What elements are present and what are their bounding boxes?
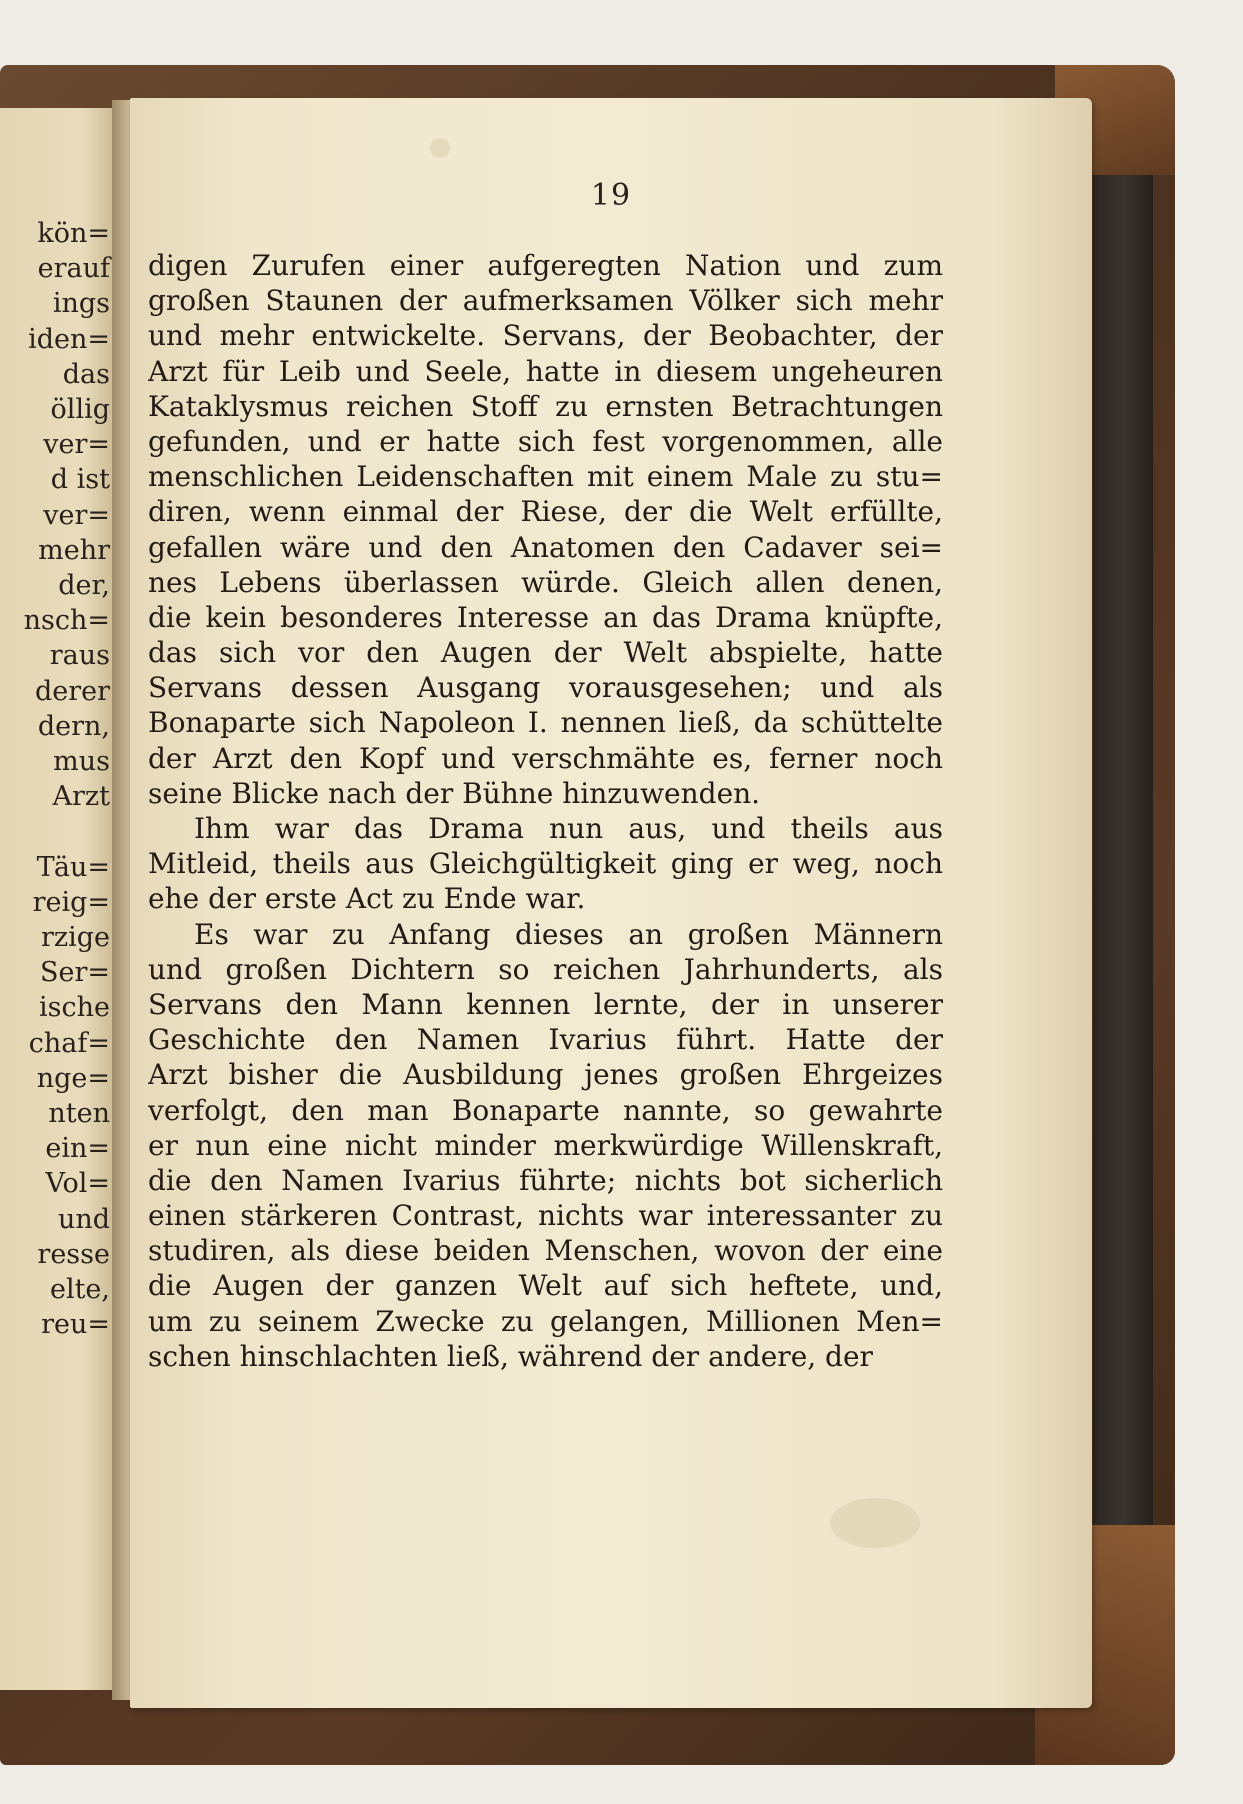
left-page-line-fragment: nten: [48, 1098, 110, 1129]
text-line: und großen Dichtern so reichen Jahrhunderts, als: [148, 952, 943, 986]
left-page-line-fragment: das: [62, 358, 110, 390]
text-line: schen hinschlachten ließ, während der andere, der: [148, 1339, 873, 1373]
text-line: das sich vor den Augen der Welt abspielte, hatte: [148, 636, 943, 670]
left-page-line-fragment: nsch=: [23, 605, 110, 637]
text-line: Geschichte den Namen Ivarius führt. Hatte der: [148, 1023, 943, 1057]
text-line: er nun eine nicht minder merkwürdige Willenskraft,: [148, 1128, 943, 1162]
text-line: diren, wenn einmal der Riese, der die Welt erfüllte,: [148, 495, 943, 529]
left-page-line-fragment: mus: [53, 746, 110, 777]
text-line: Arzt für Leib und Seele, hatte in diesem ungeheuren: [148, 354, 943, 388]
text-line: einen stärkeren Contrast, nichts war interessanter zu: [148, 1199, 943, 1233]
text-line: die Augen der ganzen Welt auf sich heftete, und,: [148, 1269, 943, 1303]
text-line: die den Namen Ivarius führte; nichts bot sicherlich: [148, 1163, 943, 1197]
text-line: Servans dessen Ausgang vorausgesehen; und als: [148, 671, 943, 705]
left-page-line-fragment: erauf: [37, 253, 110, 285]
left-page-line-fragment: ings: [52, 288, 110, 320]
cover-cloth-spine: [1093, 135, 1153, 1655]
text-line: Kataklysmus reichen Stoff zu ernsten Betrachtungen: [148, 389, 943, 423]
text-line: Es war zu Anfang dieses an großen Männern: [194, 917, 943, 951]
left-page-line-fragment: ische: [39, 992, 110, 1024]
left-page-line-fragment: ver=: [43, 429, 110, 461]
left-page-line-fragment: rzige: [40, 922, 110, 953]
left-page-line-fragment: ver=: [43, 499, 110, 531]
left-page-line-fragment: resse: [37, 1238, 110, 1270]
text-line: der Arzt den Kopf und verschmähte es, ferner noch: [148, 741, 943, 775]
left-page-line-fragment: chaf=: [28, 1027, 110, 1059]
text-line: Arzt bisher die Ausbildung jenes großen Ehrgeizes: [148, 1058, 943, 1092]
left-page-line-fragment: und: [57, 1203, 110, 1235]
left-page-line-fragment: dern,: [37, 710, 110, 742]
text-line: Servans den Mann kennen lernte, der in unserer: [148, 987, 943, 1021]
text-line: digen Zurufen einer aufgeregten Nation und zum: [148, 249, 943, 282]
left-page-line-fragment: ein=: [45, 1133, 110, 1165]
left-page-line-fragment: der,: [58, 570, 110, 601]
text-line: Mitleid, theils aus Gleichgültigkeit ging er weg, noch: [148, 847, 943, 881]
text-line: die kein besonderes Interesse an das Drama knüpfte,: [148, 600, 943, 634]
left-page-line-fragment: Täu=: [36, 851, 110, 883]
text-line: gefunden, und er hatte sich fest vorgenommen, alle: [148, 424, 943, 458]
left-page-line-fragment: d ist: [50, 464, 110, 496]
text-line: seine Blicke nach der Bühne hinzuwenden.: [148, 776, 761, 810]
left-page-line-fragment: mehr: [38, 534, 110, 566]
left-page-line-fragment: nge=: [36, 1062, 110, 1094]
text-line: menschlichen Leidenschaften mit einem Male zu stu=: [148, 460, 943, 494]
left-page-line-fragment: reig=: [32, 886, 110, 918]
left-page-line-fragment: reu=: [41, 1309, 110, 1341]
text-line: und mehr entwickelte. Servans, der Beobachter, der: [148, 319, 943, 353]
left-page-line-fragment: elte,: [49, 1274, 110, 1305]
text-line: gefallen wäre und den Anatomen den Cadaver sei=: [148, 530, 943, 564]
left-page-line-fragment: raus: [49, 640, 110, 672]
page-text: [148, 248, 943, 1374]
text-line: ehe der erste Act zu Ende war.: [148, 882, 586, 916]
text-line: um zu seinem Zwecke zu gelangen, Millionen Men=: [148, 1304, 943, 1338]
paper-stain: [830, 1498, 920, 1548]
text-line: verfolgt, den man Bonaparte nannte, so gewahrte: [148, 1093, 943, 1127]
left-page-line-fragment: öllig: [50, 394, 110, 425]
text-line: großen Staunen der aufmerksamen Völker sich mehr: [148, 284, 943, 318]
left-page-line-fragment: iden=: [28, 323, 110, 355]
page-number: 19: [590, 178, 632, 213]
left-page-line-fragment: kön=: [37, 218, 110, 249]
left-page-line-fragment: derer: [34, 675, 110, 707]
left-page-line-fragment: Arzt: [52, 781, 110, 813]
paper-stain: [430, 138, 450, 158]
text-line: studiren, als diese beiden Menschen, wovon der eine: [148, 1234, 943, 1268]
left-page-line-fragment: Vol=: [45, 1168, 110, 1200]
right-page: [130, 98, 1092, 1708]
text-line: Ihm war das Drama nun aus, und theils aus: [194, 812, 943, 845]
left-page-line-fragment: Ser=: [39, 957, 110, 989]
left-page: [0, 108, 118, 1690]
text-line: Bonaparte sich Napoleon I. nennen ließ, da schüttelte: [148, 706, 943, 740]
text-line: nes Lebens überlassen würde. Gleich allen denen,: [148, 565, 943, 599]
